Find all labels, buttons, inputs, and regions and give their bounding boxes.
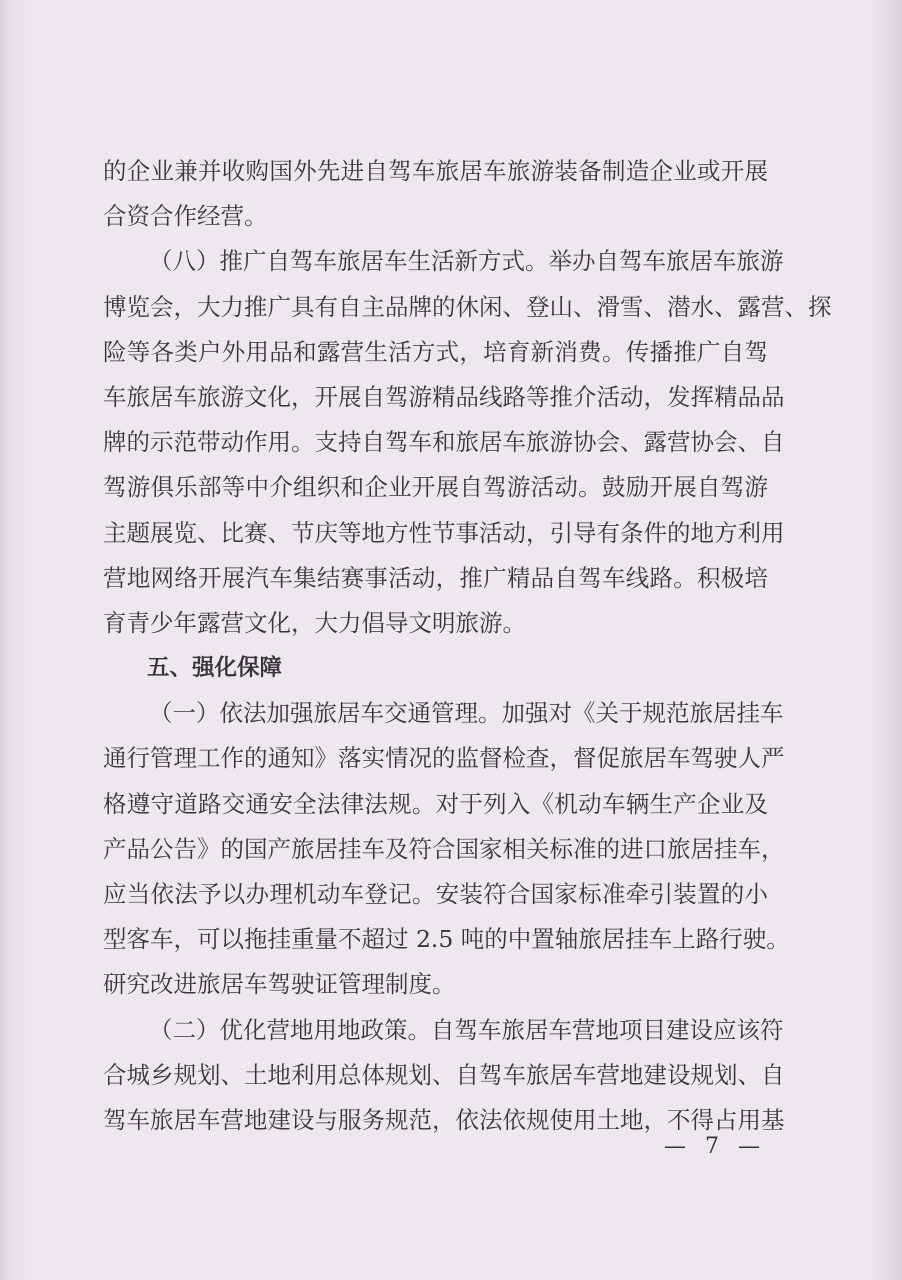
text-line: 育青少年露营文化，大力倡导文明旅游。	[103, 608, 526, 637]
text-line: 营地网络开展汽车集结赛事活动，推广精品自驾车线路。积极培	[103, 563, 768, 592]
paragraph-start-line: （一）依法加强旅居车交通管理。加强对《关于规范旅居挂车	[149, 699, 784, 728]
text-line: 型客车，可以拖挂重量不超过 2.5 吨的中置轴旅居挂车上路行驶。	[103, 925, 790, 954]
section-heading: 五、强化保障	[147, 655, 283, 682]
text-line: 博览会，大力推广具有自主品牌的休闲、登山、滑雪、潜水、露营、探	[103, 292, 832, 321]
text-line: 格遵守道路交通安全法律法规。对于列入《机动车辆生产企业及	[103, 789, 768, 818]
text-line: 研究改进旅居车驾驶证管理制度。	[103, 970, 456, 999]
text-line: 合城乡规划、土地利用总体规划、自驾车旅居车营地建设规划、自	[103, 1060, 785, 1089]
text-line: 主题展览、比赛、节庆等地方性节事活动，引导有条件的地方利用	[103, 518, 785, 547]
text-line: 车旅居车旅游文化，开展自驾游精品线路等推介活动，发挥精品品	[103, 382, 785, 411]
text-line: 驾车旅居车营地建设与服务规范，依法依规使用土地，不得占用基	[103, 1105, 785, 1134]
paragraph-start-line: （二）优化营地用地政策。自驾车旅居车营地项目建设应该符	[149, 1015, 784, 1044]
text-line: 合资合作经营。	[103, 202, 268, 231]
page-number: — 7 —	[664, 1134, 766, 1159]
text-line: 险等各类户外用品和露营生活方式，培育新消费。传播推广自驾	[103, 337, 768, 366]
text-line: 驾游俱乐部等中介组织和企业开展自驾游活动。鼓励开展自驾游	[103, 473, 768, 502]
paragraph-start-line: （八）推广自驾车旅居车生活新方式。举办自驾车旅居车旅游	[149, 247, 784, 276]
text-line: 的企业兼并收购国外先进自驾车旅居车旅游装备制造企业或开展	[103, 157, 768, 185]
text-line: 产品公告》的国产旅居挂车及符合国家相关标准的进口旅居挂车，	[103, 834, 785, 863]
text-line: 牌的示范带动作用。支持自驾车和旅居车旅游协会、露营协会、自	[103, 428, 785, 457]
text-line: 应当依法予以办理机动车登记。安装符合国家标准牵引装置的小	[103, 880, 768, 908]
document-body	[103, 149, 832, 1143]
text-line: 通行管理工作的通知》落实情况的监督检查，督促旅居车驾驶人严	[103, 744, 785, 773]
